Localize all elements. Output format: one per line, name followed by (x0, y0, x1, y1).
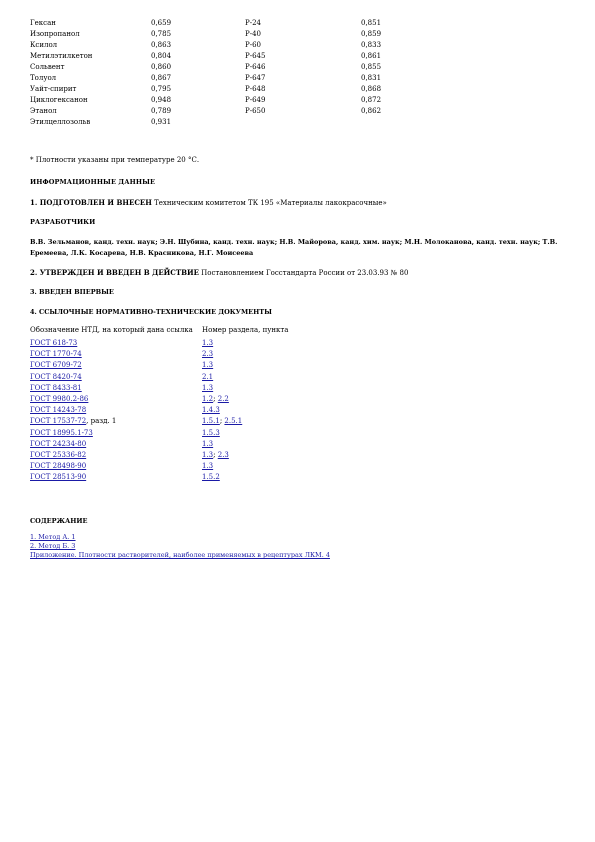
reference-point-link[interactable]: 1.2 (202, 394, 214, 403)
solvent-name: Гексан (30, 19, 56, 27)
solvent-name: Циклогексанон (30, 96, 88, 104)
reference-row (30, 428, 342, 439)
solvent-name: Р-649 (245, 96, 266, 104)
reference-points-cell (202, 394, 342, 405)
reference-row (30, 472, 342, 483)
reference-doc-cell (30, 439, 202, 450)
solvent-name: Ксилол (30, 41, 58, 49)
solvent-name: Р-647 (245, 74, 266, 82)
item-approved-label: 2. УТВЕРЖДЕН И ВВЕДЕН В ДЕЙСТВИЕ (30, 268, 199, 277)
density-row (30, 84, 411, 95)
reference-point-link[interactable]: 2.3 (202, 350, 214, 359)
reference-row (30, 416, 342, 427)
density-row (30, 18, 411, 29)
reference-point-link[interactable]: 1.3 (202, 439, 214, 448)
reference-row (30, 405, 342, 416)
reference-doc-cell (30, 349, 202, 360)
reference-doc-link[interactable]: ГОСТ 18995.1-73 (30, 428, 93, 437)
density-value: 0,859 (361, 30, 382, 38)
reference-points-cell (202, 416, 342, 427)
references-table (30, 325, 342, 483)
reference-row (30, 461, 342, 472)
density-value: 0,860 (151, 63, 172, 71)
solvent-name: Толуол (30, 74, 57, 82)
solvent-name: Р-650 (245, 107, 266, 115)
reference-row (30, 349, 342, 360)
solvent-name: Р-40 (245, 30, 261, 38)
reference-doc-cell (30, 416, 202, 427)
solvent-name: Уайт-спирит (30, 85, 77, 93)
density-value: 0,867 (151, 74, 172, 82)
item-approved (30, 268, 408, 277)
reference-doc-link[interactable]: ГОСТ 9980.2-86 (30, 394, 89, 403)
solvent-name: Изопропанол (30, 30, 80, 38)
reference-point-link[interactable]: 1.3 (202, 339, 214, 347)
density-value: 0,659 (151, 19, 172, 27)
density-row (30, 62, 411, 73)
density-value: 0,948 (151, 96, 172, 104)
solvent-name: Этанол (30, 107, 57, 115)
developers-list: В.В. Зельманов, канд. техн. наук; Э.Н. Шубина, канд. техн. наук; Н.В. Майорова, канд. хим. наук; М.Н. Молоканова, канд. техн. наук; Т.В. Еремеева, Л.К. Косарева, Н.В. Красникова, Н.Г. Моисеева (30, 238, 558, 257)
reference-doc-suffix: , разд. 1 (86, 417, 117, 426)
reference-point-link[interactable]: 2.2 (217, 394, 229, 403)
points-separator: ; (219, 417, 225, 426)
solvent-name: Р-648 (245, 85, 266, 93)
density-value (361, 117, 411, 128)
reference-point-link[interactable]: 1.3 (202, 450, 214, 459)
reference-doc-link[interactable]: ГОСТ 8420-74 (30, 372, 82, 381)
reference-point-link[interactable]: 2.5.1 (224, 417, 243, 426)
density-footnote: * Плотности указаны при температуре 20 °С. (30, 156, 200, 164)
reference-row (30, 338, 342, 349)
reference-doc-cell (30, 461, 202, 472)
density-row (30, 106, 411, 117)
solvent-name: Этилцеллозольв (30, 118, 91, 126)
density-row (30, 29, 411, 40)
density-value: 0,789 (151, 107, 172, 115)
refs-col-doc: Обозначение НТД, на который дана ссылка (30, 326, 193, 334)
toc-heading: СОДЕРЖАНИЕ (30, 517, 88, 525)
reference-doc-link[interactable]: ГОСТ 28498-90 (30, 462, 87, 471)
reference-doc-cell (30, 383, 202, 394)
density-row (30, 95, 411, 106)
reference-doc-link[interactable]: ГОСТ 6709-72 (30, 361, 82, 370)
reference-points-cell (202, 472, 342, 483)
density-table (30, 18, 411, 128)
reference-points-cell (202, 461, 342, 472)
reference-point-link[interactable]: 1.3 (202, 383, 214, 392)
density-value: 0,804 (151, 52, 172, 60)
reference-row (30, 360, 342, 371)
reference-points-cell (202, 428, 342, 439)
reference-points-cell (202, 450, 342, 461)
density-value: 0,851 (361, 19, 382, 27)
refs-col-points: Номер раздела, пункта (202, 326, 289, 334)
reference-row (30, 450, 342, 461)
reference-doc-cell (30, 450, 202, 461)
reference-doc-cell (30, 338, 202, 349)
item-references: 4. ССЫЛОЧНЫЕ НОРМАТИВНО-ТЕХНИЧЕСКИЕ ДОКУМЕНТЫ (30, 308, 272, 316)
density-value: 0,831 (361, 74, 382, 82)
reference-doc-link[interactable]: ГОСТ 14243-78 (30, 406, 87, 415)
points-separator: ; (213, 394, 218, 403)
reference-point-link[interactable]: 1.5.2 (202, 473, 220, 482)
density-value: 0,861 (361, 52, 382, 60)
reference-doc-link[interactable]: ГОСТ 8433-81 (30, 383, 82, 392)
reference-doc-cell (30, 405, 202, 416)
reference-doc-link[interactable]: ГОСТ 24234-80 (30, 439, 87, 448)
toc-list (30, 533, 330, 560)
density-row (30, 40, 411, 51)
solvent-name: Сольвент (30, 63, 65, 71)
density-value: 0,863 (151, 41, 172, 49)
item-first-introduced: 3. ВВЕДЕН ВПЕРВЫЕ (30, 288, 114, 296)
reference-doc-link[interactable]: ГОСТ 618-73 (30, 339, 78, 347)
reference-doc-link[interactable]: ГОСТ 28513-90 (30, 473, 87, 482)
reference-row (30, 394, 342, 405)
solvent-name (245, 117, 361, 128)
developers-heading: РАЗРАБОТЧИКИ (30, 218, 96, 226)
reference-point-link[interactable]: 1.3 (202, 361, 214, 370)
solvent-name: Р-646 (245, 63, 266, 71)
reference-row (30, 383, 342, 394)
reference-points-cell (202, 405, 342, 416)
item-approved-text: Постановлением Госстандарта России от 23.03.93 № 80 (198, 269, 409, 277)
info-heading: ИНФОРМАЦИОННЫЕ ДАННЫЕ (30, 178, 156, 186)
solvent-name: Р-645 (245, 52, 266, 60)
reference-points-cell (202, 372, 342, 383)
reference-point-link[interactable]: 1.5.3 (202, 428, 220, 437)
solvent-name: Метилэтилкетон (30, 52, 93, 60)
reference-points-cell (202, 349, 342, 360)
reference-row (30, 372, 342, 383)
reference-doc-link[interactable]: ГОСТ 17537-72 (30, 417, 87, 426)
solvent-name: Р-24 (245, 19, 261, 27)
density-value: 0,862 (361, 107, 382, 115)
reference-point-link[interactable]: 2.3 (217, 450, 229, 459)
reference-doc-cell (30, 360, 202, 371)
density-value: 0,868 (361, 85, 382, 93)
density-row (30, 73, 411, 84)
reference-doc-cell (30, 394, 202, 405)
reference-doc-link[interactable]: ГОСТ 1770-74 (30, 350, 82, 359)
density-value: 0,795 (151, 85, 172, 93)
reference-row (30, 439, 342, 450)
density-row (30, 117, 411, 128)
toc-link-method-b[interactable]: 2. Метод Б. 3 (30, 542, 76, 550)
density-value: 0,872 (361, 96, 382, 104)
density-row (30, 51, 411, 62)
reference-point-link[interactable]: 1.5.1 (202, 417, 220, 426)
reference-points-cell (202, 439, 342, 450)
density-value: 0,833 (361, 41, 382, 49)
reference-doc-cell (30, 428, 202, 439)
item-prepared-label: 1. ПОДГОТОВЛЕН И ВНЕСЕН (30, 198, 152, 207)
solvent-name: Р-60 (245, 41, 261, 49)
reference-doc-cell (30, 372, 202, 383)
points-separator: ; (213, 450, 218, 459)
reference-points-cell (202, 360, 342, 371)
reference-points-cell (202, 338, 342, 349)
toc-link-method-a[interactable]: 1. Метод А. 1 (30, 533, 76, 541)
reference-doc-link[interactable]: ГОСТ 25336-82 (30, 450, 87, 459)
density-value: 0,855 (361, 63, 382, 71)
reference-doc-cell (30, 472, 202, 483)
reference-points-cell (202, 383, 342, 394)
item-prepared-text: Техническим комитетом ТК 195 «Материалы лакокрасочные» (151, 199, 387, 207)
reference-point-link[interactable]: 1.3 (202, 462, 214, 471)
reference-point-link[interactable]: 1.4.3 (202, 406, 220, 415)
item-prepared (30, 198, 387, 207)
density-value: 0,785 (151, 30, 172, 38)
density-value: 0,931 (151, 118, 172, 126)
reference-point-link[interactable]: 2.1 (202, 372, 214, 381)
toc-link-appendix[interactable]: Приложение. Плотности растворителей, наиболее применяемых в рецептурах ЛКМ. 4 (30, 551, 330, 559)
